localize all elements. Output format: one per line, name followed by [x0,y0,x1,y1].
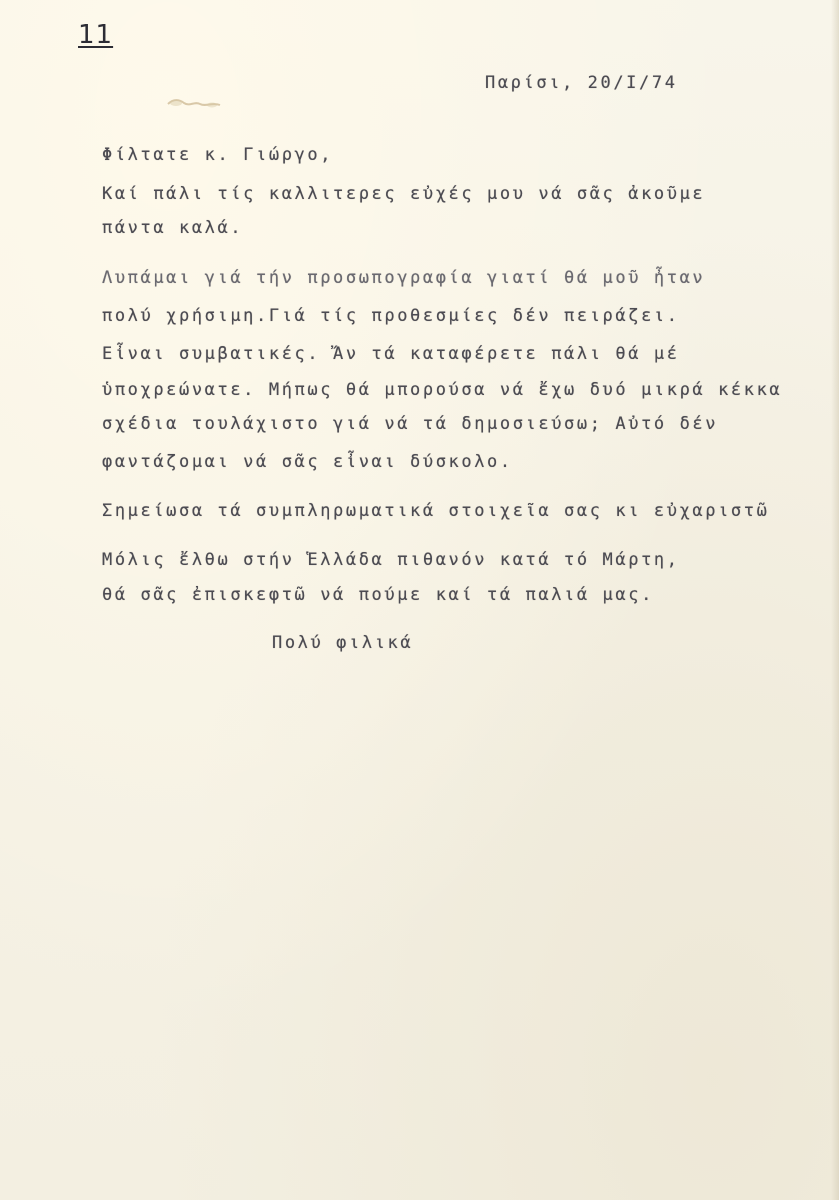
closing-line: Πολύ φιλικά [272,633,414,653]
body-line: Εἶναι συμβατικές. Ἄν τά καταφέρετε πάλι θά μέ [102,344,680,364]
date-line: Παρίσι, 20/Ι/74 [485,73,678,93]
salutation: Φίλτατε κ. Γιώργο, [102,145,334,165]
paper-stain [164,92,226,114]
body-line: σχέδια τουλάχιστο γιά νά τά δημοσιεύσω; Αὐτό δέν [102,414,719,434]
body-line: Σημείωσα τά συμπληρωματικά στοιχεῖα σας κι εὐχαριστῶ [102,501,770,521]
body-line: θά σᾶς ἐπισκεφτῶ νά πούμε καί τά παλιά μας. [102,585,654,605]
body-line: Μόλις ἔλθω στήν Ἑλλάδα πιθανόν κατά τό Μάρτη, [102,550,680,570]
body-line: πάντα καλά. [102,218,244,238]
page-number: 11 [78,20,114,50]
body-line: Λυπάμαι γιά τήν προσωπογραφία γιατί θά μοῦ ἦταν [102,268,706,288]
body-line: φαντάζομαι νά σᾶς εἶναι δύσκολο. [102,452,513,472]
body-line: Καί πάλι τίς καλλιτερες εὐχές μου νά σᾶς ἀκοῦμε [102,184,706,204]
body-line: ὑποχρεώνατε. Μήπως θά μπορούσα νά ἔχω δυό μικρά κέκκα [102,380,783,400]
body-line: πολύ χρήσιμη.Γιά τίς προθεσμίες δέν πειράζει. [102,306,680,326]
